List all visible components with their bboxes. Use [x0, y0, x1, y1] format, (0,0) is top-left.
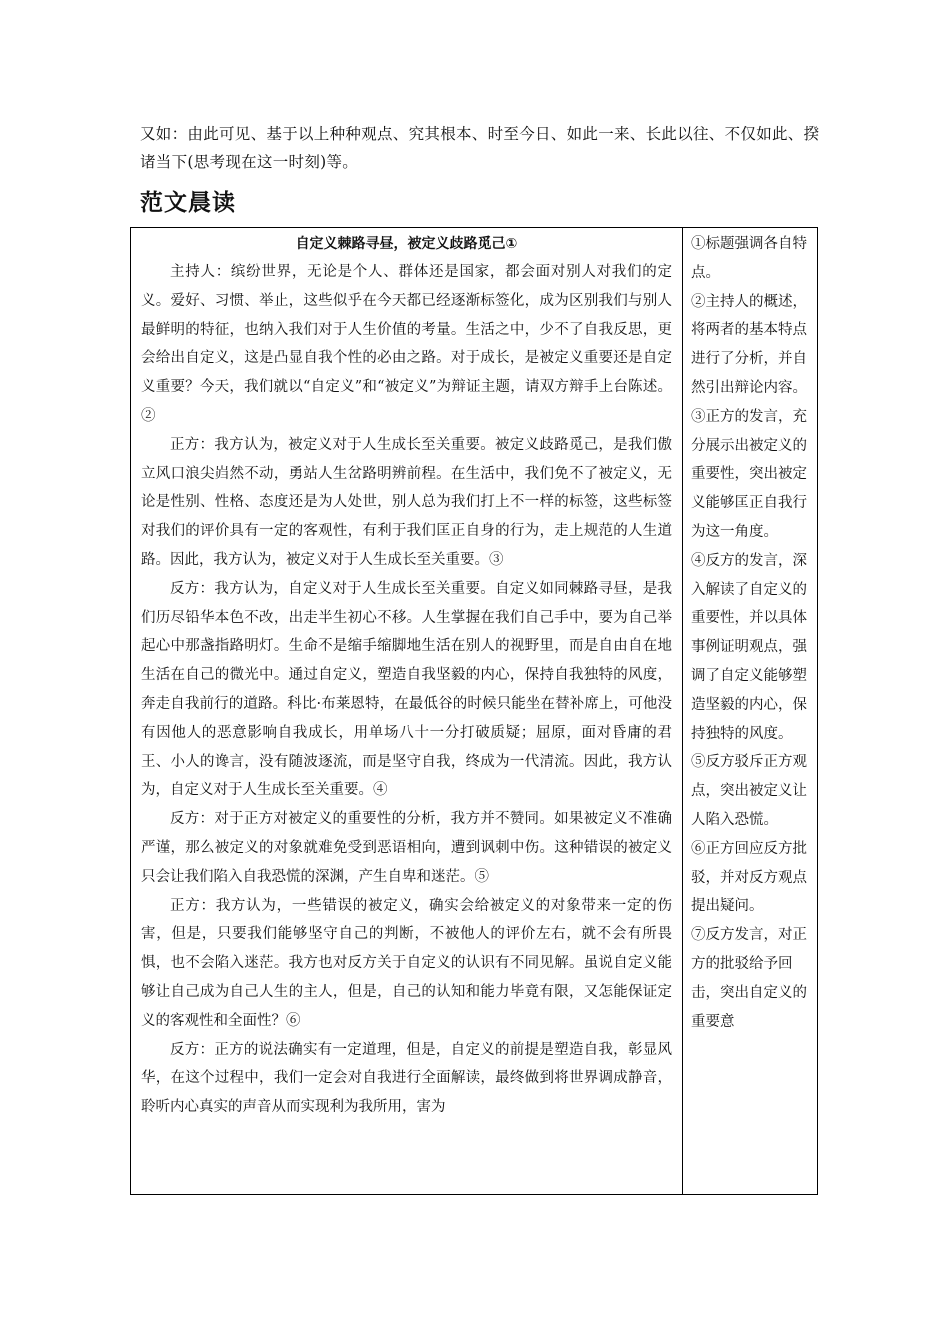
host-paragraph: 主持人：缤纷世界，无论是个人、群体还是国家，都会面对别人对我们的定义。爱好、习惯、举止，这些似乎在今天都已经逐渐标签化，成为区别我们与别人最鲜明的特征，也纳入我们对于人生价值的考量。生活之中，少不了自我反思，更会给出自定义，这是凸显自我个性的必由之路。对于成长，是被定义重要还是自定义重要？今天，我们就以“自定义”和“被定义”为辩证主题，请双方辩手上台陈述。②: [141, 264, 672, 424]
annotation-column: [683, 228, 817, 1194]
annotation-note: ⑦反方发言，对正方的批驳给予回击，突出自定义的重要意: [691, 927, 807, 1030]
annotation-note: ④反方的发言，深入解读了自定义的重要性，并以具体事例证明观点，强调了自定义能够塑造坚毅的内心，保持独特的风度。: [691, 552, 807, 742]
con-response-paragraph: 反方：正方的说法确实有一定道理，但是，自定义的前提是塑造自我，彰显风华，在这个过程中，我们一定会对自我进行全面解读，最终做到将世界调成静音，聆听内心真实的声音从而实现利为我所用，害为: [141, 1041, 672, 1116]
essay-table: [130, 227, 818, 1195]
annotation-note: ③正方的发言，充分展示出被定义的重要性，突出被定义能够匡正自我行为这一角度。: [691, 408, 807, 540]
annotation-note: ②主持人的概述，将两者的基本特点进行了分析，并自然引出辩论内容。: [691, 293, 807, 396]
pro-opening-paragraph: 正方：我方认为，被定义对于人生成长至关重要。被定义歧路觅己，是我们傲立风口浪尖岿然不动，勇站人生岔路明辨前程。在生活中，我们免不了被定义，无论是性别、性格、态度还是为人处世，别人总为我们打上不一样的标签，这些标签对我们的评价具有一定的客观性，有利于我们匡正自身的行为，走上规范的人生道路。因此，我方认为，被定义对于人生成长至关重要。③: [141, 436, 672, 568]
section-title: 范文晨读: [140, 190, 236, 216]
essay-title: 自定义棘路寻昼，被定义歧路觅己①: [295, 236, 518, 252]
essay-main-column: [131, 228, 683, 1194]
annotation-note: ⑤反方驳斥正方观点，突出被定义让人陷入恐慌。: [691, 754, 807, 828]
pro-response-paragraph: 正方：我方认为，一些错误的被定义，确实会给被定义的对象带来一定的伤害，但是，只要我们能够坚守自己的判断，不被他人的评价左右，就不会有所畏惧，也不会陷入迷茫。我方也对反方关于自定义的认识有不同见解。虽说自定义能够让自己成为自己人生的主人，但是，自己的认知和能力毕竟有限，又怎能保证定义的客观性和全面性？⑥: [141, 897, 672, 1029]
annotation-note: ①标题强调各自特点。: [691, 236, 807, 281]
con-rebuttal-paragraph: 反方：对于正方对被定义的重要性的分析，我方并不赞同。如果被定义不准确严谨，那么被定义的对象就难免受到恶语相向，遭到讽刺中伤。这种错误的被定义只会让我们陷入自我恐慌的深渊，产生自卑和迷茫。⑤: [141, 811, 672, 885]
intro-paragraph: 又如：由此可见、基于以上种种观点、究其根本、时至今日、如此一来、长此以往、不仅如此、揆诸当下(思考现在这一时刻)等。: [140, 125, 820, 171]
con-opening-paragraph: 反方：我方认为，自定义对于人生成长至关重要。自定义如同棘路寻昼，是我们历尽铅华本色不改，出走半生初心不移。人生掌握在我们自己手中，要为自己举起心中那盏指路明灯。生命不是缩手缩脚地生活在别人的视野里，而是自由自在地生活在自己的微光中。通过自定义，塑造自我坚毅的内心，保持自我独特的风度，奔走自我前行的道路。科比·布莱恩特，在最低谷的时候只能坐在替补席上，可他没有因他人的恶意影响自我成长，用单场八十一分打破质疑；屈原，面对昏庸的君王、小人的谗言，没有随波逐流，而是坚守自我，终成为一代清流。因此，我方认为，自定义对于人生成长至关重要。④: [141, 580, 672, 799]
annotation-note: ⑥正方回应反方批驳，并对反方观点提出疑问。: [691, 840, 807, 915]
